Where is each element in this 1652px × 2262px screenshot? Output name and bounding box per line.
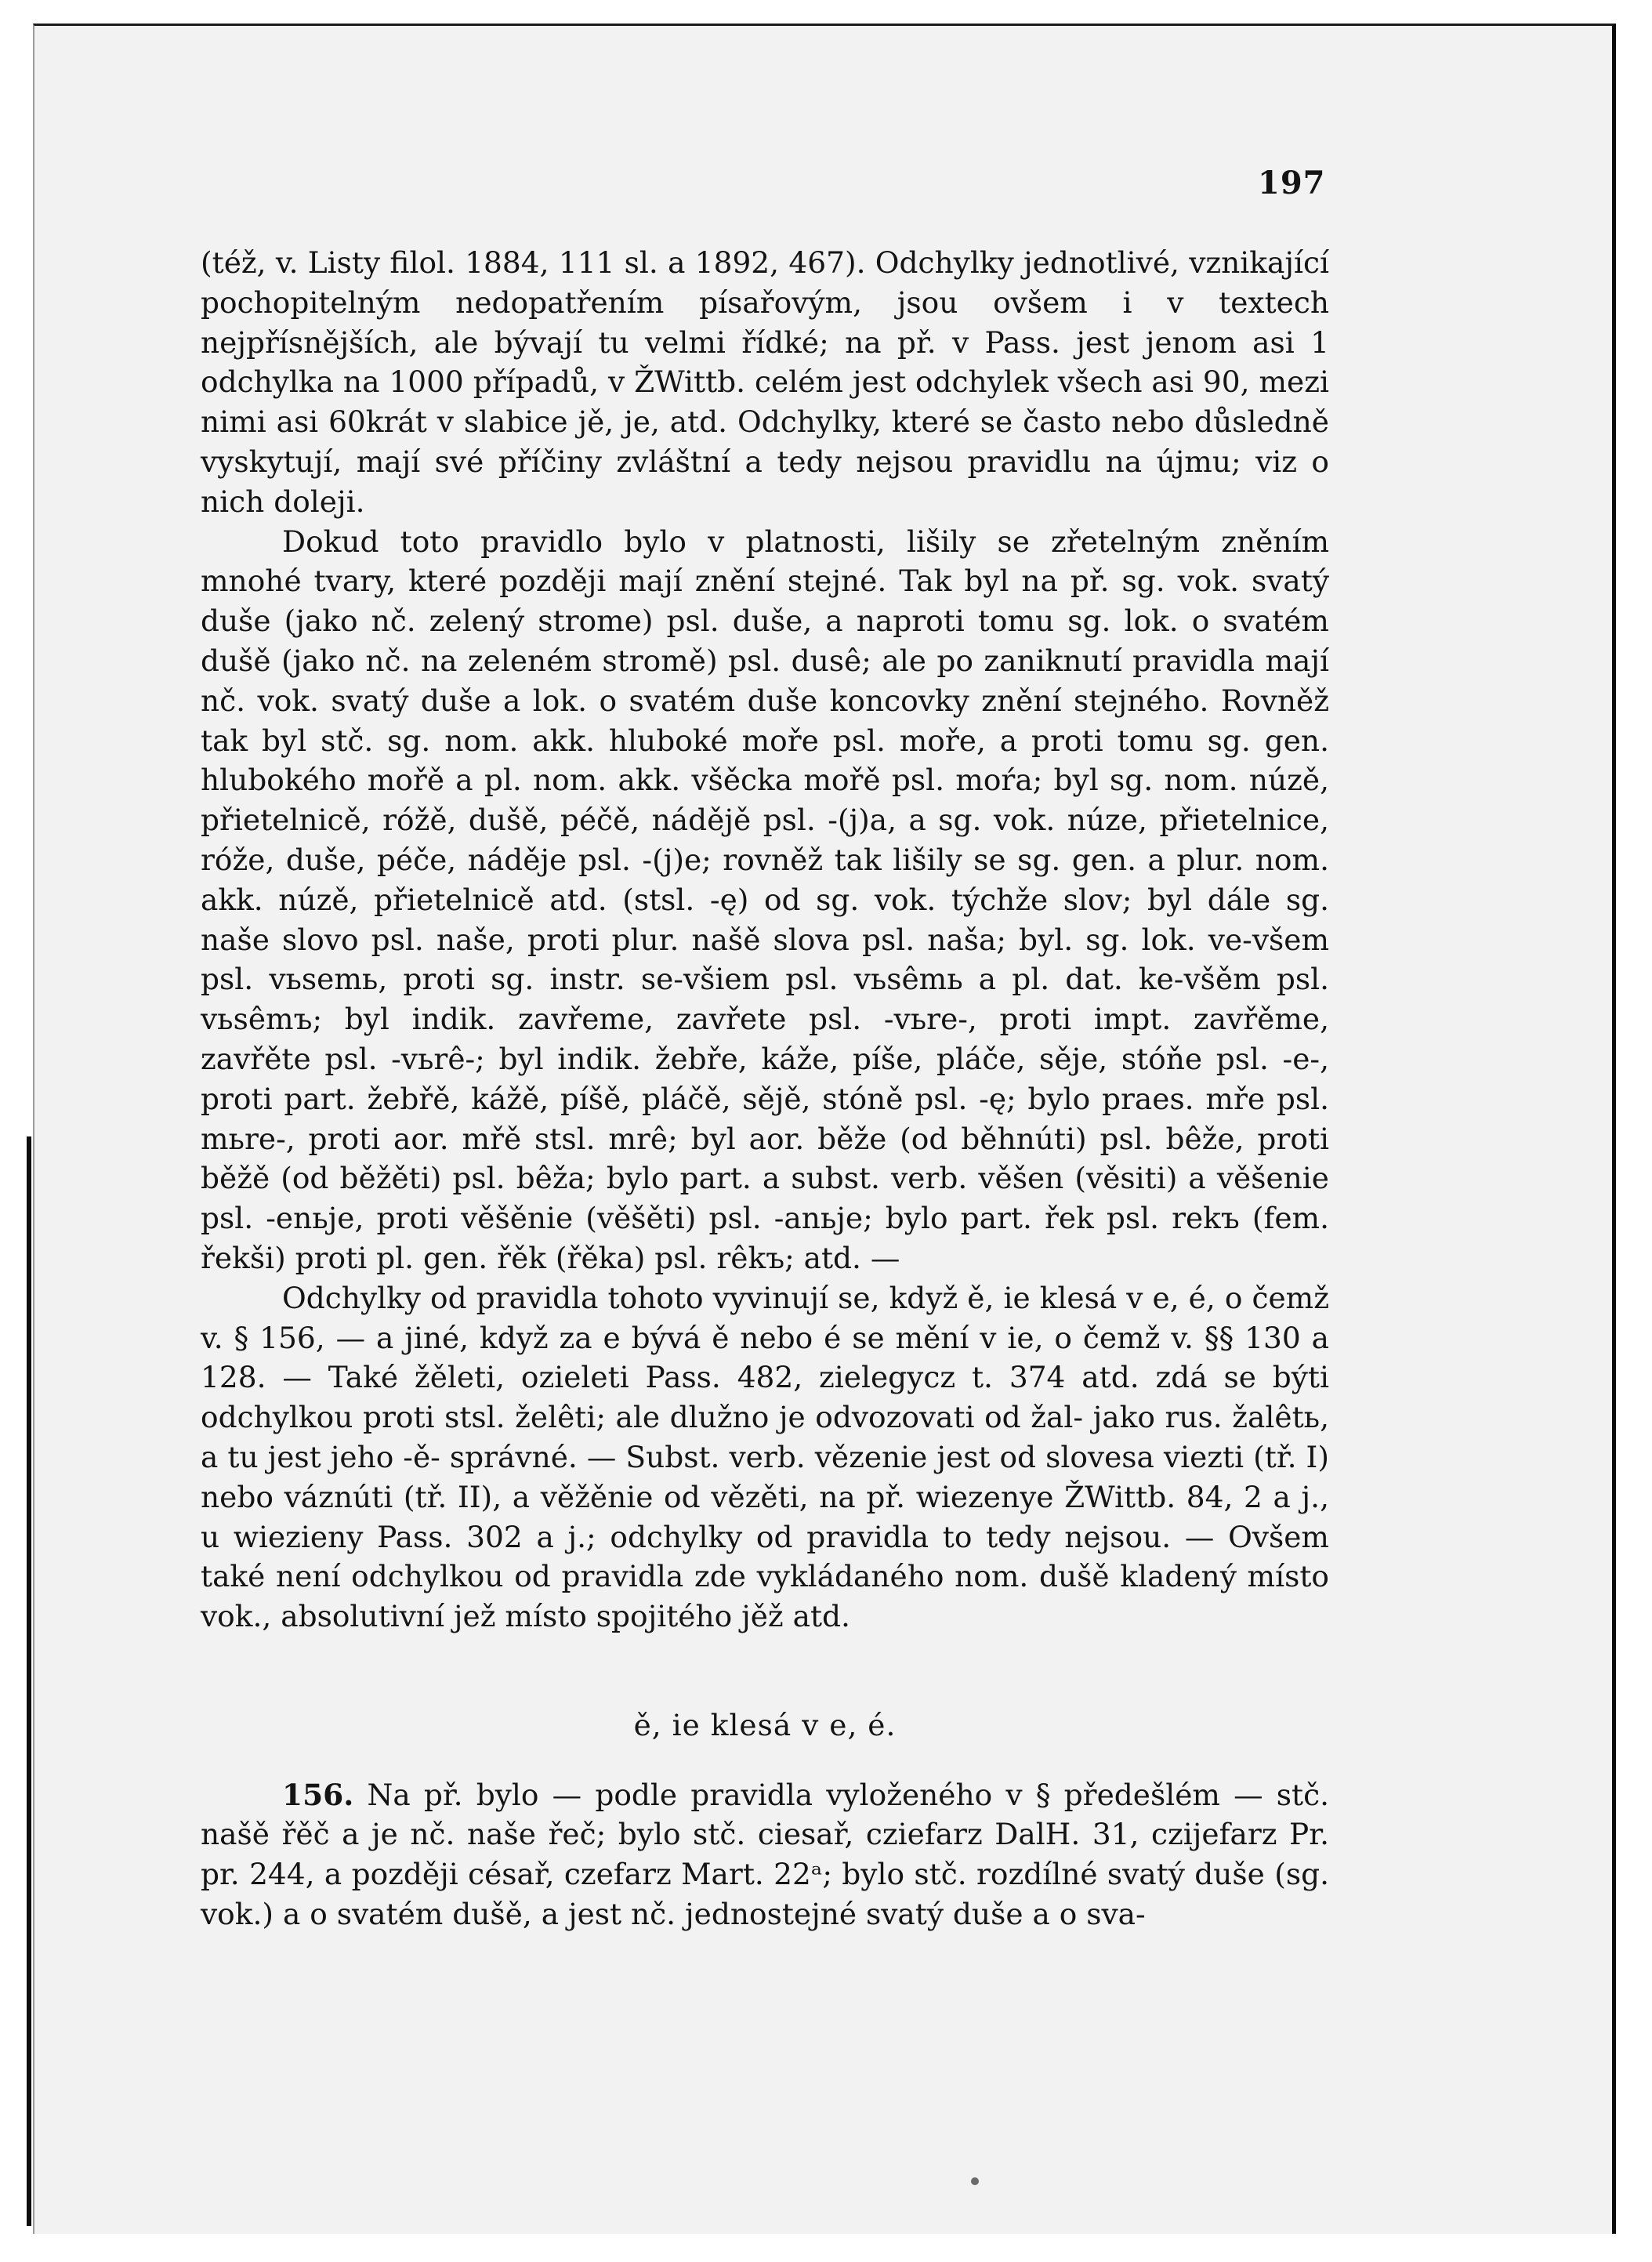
body-text bbox=[201, 243, 1329, 1934]
paragraph-1: (též, v. Listy filol. 1884, 111 sl. a 1892, 467). Odchylky jednotlivé, vznikající pochopitelným nedopatřením písařovým, jsou ovšem i v textech nejpřísnějších, ale bývají tu velmi řídké; na př. v Pass. jest jenom asi 1 odchylka na 1000 případů, v ŽWittb. celém jest odchylek všech asi 90, mezi nimi asi 60krát v slabice jě, je, atd. Odchylky, které se často nebo důsledně vyskytují, mají své příčiny zvláštní a tedy nejsou pravidlu na újmu; viz o nich doleji. bbox=[201, 245, 1329, 519]
section-heading: ě, ie klesá v e, é. bbox=[633, 1707, 897, 1742]
section-number: 156. bbox=[282, 1777, 354, 1812]
paragraph-3: Odchylky od pravidla tohoto vyvinují se, když ě, ie klesá v e, é, o čemž v. § 156, — a jiné, když za e bývá ě nebo é se mění v ie, o čemž v. §§ 130 a 128. — Také žěleti, ozieleti Pass. 482, zielegycz t. 374 atd. zdá se býti odchylkou proti stsl. želêti; ale dlužno je odvozovati od žal- jako rus. žalêtь, a tu jest jeho -ě- správné. — Subst. verb. vězenie jest od slovesa viezti (tř. I) nebo váznúti (tř. II), a věžěnie od vězěti, na př. wiezenye ŽWittb. 84, 2 a j., u wiezieny Pass. 302 a j.; odchylky od pravidla to tedy nejsou. — Ovšem také není odchylkou od pravidla zde vykládaného nom. dušě kladený místo vok., absolutivní jež místo spojitého jěž atd. bbox=[201, 1280, 1329, 1634]
scan-edge-mark bbox=[27, 1136, 31, 2226]
scan-dot bbox=[971, 2177, 979, 2185]
paragraph-4-text: Na př. bylo — podle pravidla vyloženého v § předešlém — stč. našě řěč a je nč. naše řeč; bylo stč. ciesař, cziefarz DalH. 31, czijefarz Pr. pr. 244, a později césař, czefarz Mart. 22ᵃ; bylo stč. rozdílné svatý duše (sg. vok.) a o svatém dušě, a jest nč. jednostejné svatý duše a o sva- bbox=[201, 1777, 1330, 1932]
paragraph-4 bbox=[201, 1775, 1329, 1934]
page-number: 197 bbox=[1258, 165, 1326, 201]
paragraph-2: Dokud toto pravidlo bylo v platnosti, lišily se zřetelným zněním mnohé tvary, které později mají znění stejné. Tak byl na př. sg. vok. svatý duše (jako nč. zelený strome) psl. duše, a naproti tomu sg. lok. o svatém dušě (jako nč. na zeleném stromě) psl. dusê; ale po zaniknutí pravidla mají nč. vok. svatý duše a lok. o svatém duše koncovky znění stejného. Rovněž tak byl stč. sg. nom. akk. hluboké moře psl. moře, a proti tomu sg. gen. hlubokého mořě a pl. nom. akk. všěcka mořě psl. moŕa; byl sg. nom. núzě, přietelnicě, róžě, dušě, péčě, nádějě psl. -(j)a, a sg. vok. núze, přietelnice, róže, duše, péče, náděje psl. -(j)e; rovněž tak lišily se sg. gen. a plur. nom. akk. núzě, přietelnicě atd. (stsl. -ę) od sg. vok. týchže slov; byl dále sg. naše slovo psl. naše, proti plur. našě slova psl. naša; byl. sg. lok. ve-všem psl. vьsemь, proti sg. instr. se-všiem psl. vьsêmь a pl. dat. ke-všěm psl. vьsêmъ; byl indik. zavřeme, zavřete psl. -vьre-, proti impt. zavřěme, zavřěte psl. -vьrê-; byl indik. žebře, káže, píše, pláče, sěje, stóňe psl. -e-, proti part. žebřě, kážě, píšě, pláčě, sějě, stóně psl. -ę; bylo praes. mře psl. mьre-, proti aor. mřě stsl. mrê; byl aor. běže (od běhnúti) psl. bêže, proti běžě (od běžěti) psl. bêža; bylo part. a subst. verb. věšen (věsiti) a věšenie psl. -enьje, proti věšěnie (věšěti) psl. -anьje; bylo part. řek psl. rekъ (fem. řekši) proti pl. gen. řěk (řěka) psl. rêkъ; atd. — bbox=[201, 524, 1329, 1275]
